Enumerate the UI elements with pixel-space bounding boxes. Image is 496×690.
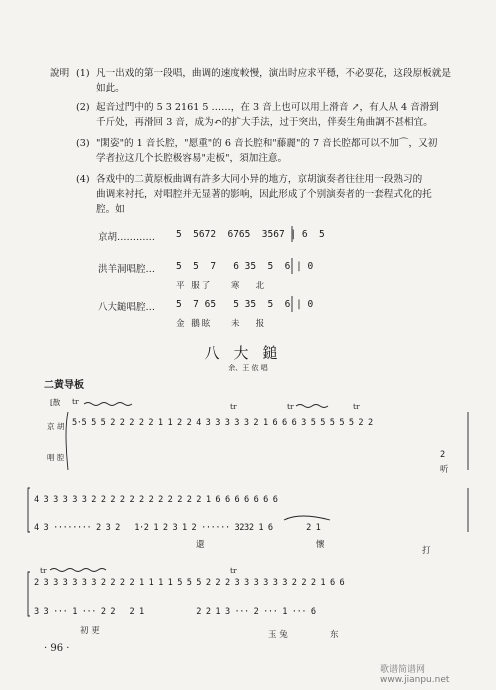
sys2-jinghu-line: 4 3 3 3 3 3 2 2 2 2 2 2 2 2 2 2 2 2 1 6 6 6 6 6 6 6 [34,495,278,505]
trill-mark-3: tr [287,402,294,411]
sys1-bracket-line [66,412,68,470]
example-row-1-label: 京胡………… [98,232,156,243]
piece-title: 八大鎚 [204,344,292,362]
example-row-1-notes: 5 5672 6765 3567 | 6 5 [176,229,325,240]
page-number: · 96 · [44,643,70,654]
note-4-line-2: 曲调来衬托，对唱腔并无显著的影响，因此形成了个别演奏者的一套程式化的托 [96,189,432,200]
watermark: 歌谱简谱网 www.jianpu.net [380,665,450,685]
trill-mark-2: tr [230,402,237,411]
sys3-vocal-line: 3 3 ··· 1 ··· 2 2 2 1 2 2 1 3 ··· 2 ··· 1 ··· 6 [34,607,316,617]
example-row-2-lyrics: 平 服了 寒 北 [176,281,267,291]
trill-wave-3 [50,569,106,572]
note-2-line-1: 起音过門中的 5 3 2161 5 ……，在 3 音上也可以用上滑音 ↗，有人从 4 音滑到 [96,102,439,113]
note-1-num: (1) [76,68,90,79]
sys2-lyric-3: 打 [422,546,431,556]
note-2-line-2: 千斤处，再滑回 3 音，成为↶的扩大手法，过于突出，伴奏生角曲調不甚相宜。 [96,117,433,128]
sys3-lyric-2: 玉 兔 [268,630,288,640]
example-row-2-label: 洪羊洞唱腔… [98,264,156,275]
note-3-num: (3) [76,138,90,149]
trill-wave-2 [296,405,328,408]
example-row-3-notes: 5 7 65 5 35 5 6 | 0 [176,299,314,310]
trill-mark-6: tr [230,566,237,575]
slur-1 [284,516,330,520]
sys1-bracket: [散 [50,398,61,407]
sys3-lyric-3: 东 [330,630,339,640]
sys1-part-vocal: 唱 腔 [47,453,65,462]
sys1-lyric: 听 [440,465,449,475]
sys1-part-jinghu: 京 胡 [47,422,65,431]
sys3-lyric-1: 初 更 [80,626,100,636]
sys3-jinghu-line: 2 3 3 3 3 3 3 2 2 2 2 1 1 1 1 5 5 5 2 2 2 3 3 3 3 3 3 2 2 2 1 6 6 [34,578,345,588]
sys2-lyric-1: 還 [196,540,205,550]
note-3-line-2: 学者拉这几个长腔极容易"走板"，須加注意。 [96,153,288,164]
note-4-num: (4) [76,174,90,185]
piece-subtitle: 余、王 依 唱 [228,364,268,372]
trill-mark-5: tr [40,566,47,575]
example-row-2-notes: 5 5 7 6 35 5 6 | 0 [176,261,314,272]
notes-label: 說明 [50,68,70,79]
trill-wave-1 [84,403,132,406]
section-heading: 二黄导板 [44,380,84,391]
example-row-3-lyrics: 金 鵝眩 未 报 [176,319,267,329]
note-4-line-3: 腔。如 [96,204,125,215]
sys1-vocal-line: 2 [440,450,445,460]
note-2-num: (2) [76,102,90,113]
note-1-line-2: 如此。 [96,83,125,94]
sys3-bracket-line [28,572,30,616]
trill-mark-4: tr [353,402,360,411]
trill-mark-1: tr [72,397,79,406]
sys2-lyric-2: 懷 [316,540,325,550]
sys1-jinghu-line: 5·5 5 5 2 2 2 2 2 1 1 2 2 4 3 3 3 3 3 2 1 6 6 6 3 5 5 5 5 5 2 2 [72,418,373,428]
sys2-bracket-line [28,488,30,532]
example-row-3-label: 八大鎚唱腔… [98,302,156,313]
sys2-vocal-line: 4 3 ········ 2 3 2 1·2 1 2 3 1 2 ······ 3232 1 6 2 1 [34,523,321,533]
note-3-line-1: "閑姿"的 1 音长腔，"愿重"的 6 音长腔和"藤麗"的 7 音长腔都可以不加⌒，又初 [96,138,438,149]
note-1-line-1: 凡一出戏的第一段唱，曲调的速度較慢，演出时应求平穩，不必耍花，这段原板就是 [96,68,451,79]
note-4-line-1: 各戏中的二黄原板曲调有許多大同小异的地方，京胡演奏者往往用一段熟习的 [96,174,423,185]
